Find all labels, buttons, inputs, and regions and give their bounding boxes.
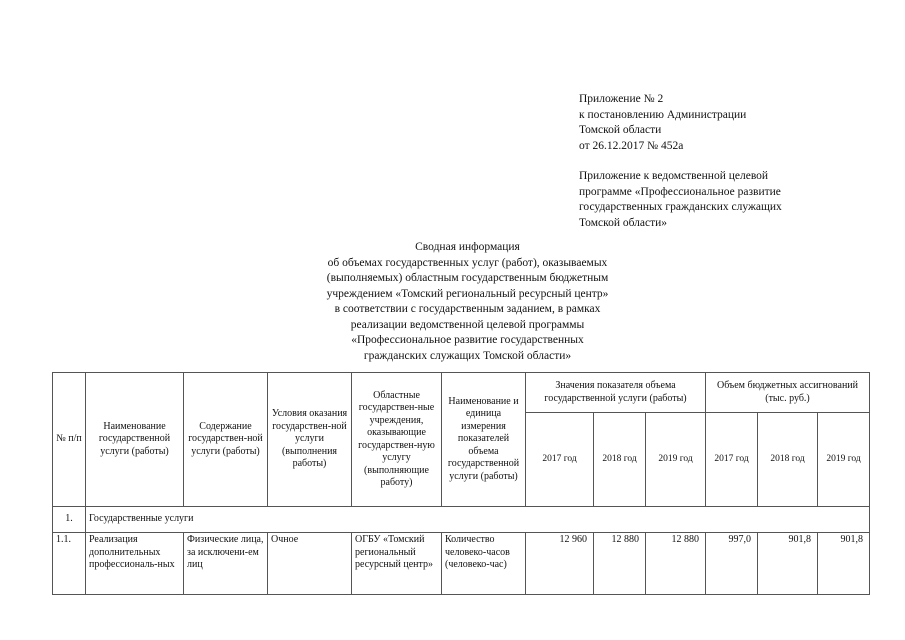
header-volume-group: Значения показателя объема государственной услуги (работы) [526, 373, 706, 413]
header-budget-group: Объем бюджетных ассигнований (тыс. руб.) [706, 373, 870, 413]
header-conditions: Условия оказания государствен-ной услуги (выполнения работы) [268, 373, 352, 507]
header-year-2019: 2019 год [818, 413, 870, 507]
annex-line: к постановлению Администрации [579, 108, 747, 121]
header-institutions: Областные государствен-ные учреждения, оказывающие государствен-ную услугу (выполняющие работу) [352, 373, 442, 507]
header-year-2019: 2019 год [646, 413, 706, 507]
header-year-2017: 2017 год [706, 413, 758, 507]
row-service-name: Реализация дополнительных профессиональ-ных [86, 533, 184, 595]
annex-block [579, 92, 879, 231]
spacer [579, 154, 879, 169]
header-year-2017: 2017 год [526, 413, 594, 507]
header-indicator: Наименование и единица измерения показателей объема государственной услуги (работы) [442, 373, 526, 507]
table-row [53, 533, 870, 595]
title-line: (выполняемых) областным государственным бюджетным [326, 272, 609, 284]
header-year-2018: 2018 год [758, 413, 818, 507]
header-service-name: Наименование государственной услуги (работы) [86, 373, 184, 507]
row-indicator: Количество человеко-часов (человеко-час) [442, 533, 526, 595]
row-volume-2018: 12 880 [594, 533, 646, 595]
annex-line: программе «Профессиональное развитие [579, 185, 781, 198]
title-line: реализации ведомственной целевой программы [350, 318, 585, 331]
annex-line: Томской области» [579, 216, 668, 229]
annex-line: Приложение № 2 [579, 93, 664, 105]
row-num: 1.1. [53, 533, 86, 595]
header-num: № п/п [53, 373, 86, 507]
services-table [52, 372, 870, 595]
title-line: учреждением «Томский региональный ресурсный центр» [326, 287, 609, 300]
document-title [300, 240, 635, 364]
annex-line: от 26.12.2017 № 452а [579, 139, 684, 152]
title-line: «Профессиональное развитие государственных [351, 334, 584, 346]
title-line: Сводная информация [415, 241, 520, 253]
row-content: Физические лица, за исключени-ем лиц [184, 533, 268, 595]
header-year-2018: 2018 год [594, 413, 646, 507]
title-line: об объемах государственных услуг (работ), оказываемых [327, 256, 608, 269]
section-label: Государственные услуги [86, 507, 870, 533]
section-row [53, 507, 870, 533]
title-line: гражданских служащих Томской области» [363, 349, 572, 362]
row-institution: ОГБУ «Томский региональный ресурсный центр» [352, 533, 442, 595]
header-content: Содержание государствен-ной услуги (работы) [184, 373, 268, 507]
annex-line: Томской области [579, 124, 662, 136]
row-volume-2019: 12 880 [646, 533, 706, 595]
row-volume-2017: 12 960 [526, 533, 594, 595]
row-budget-2018: 901,8 [758, 533, 818, 595]
row-conditions: Очное [268, 533, 352, 595]
section-num: 1. [53, 507, 86, 533]
annex-line: Приложение к ведомственной целевой [579, 170, 769, 182]
row-budget-2017: 997,0 [706, 533, 758, 595]
title-line: в соответствии с государственным заданием, в рамках [334, 303, 601, 315]
row-budget-2019: 901,8 [818, 533, 870, 595]
annex-line: государственных гражданских служащих [579, 201, 782, 213]
